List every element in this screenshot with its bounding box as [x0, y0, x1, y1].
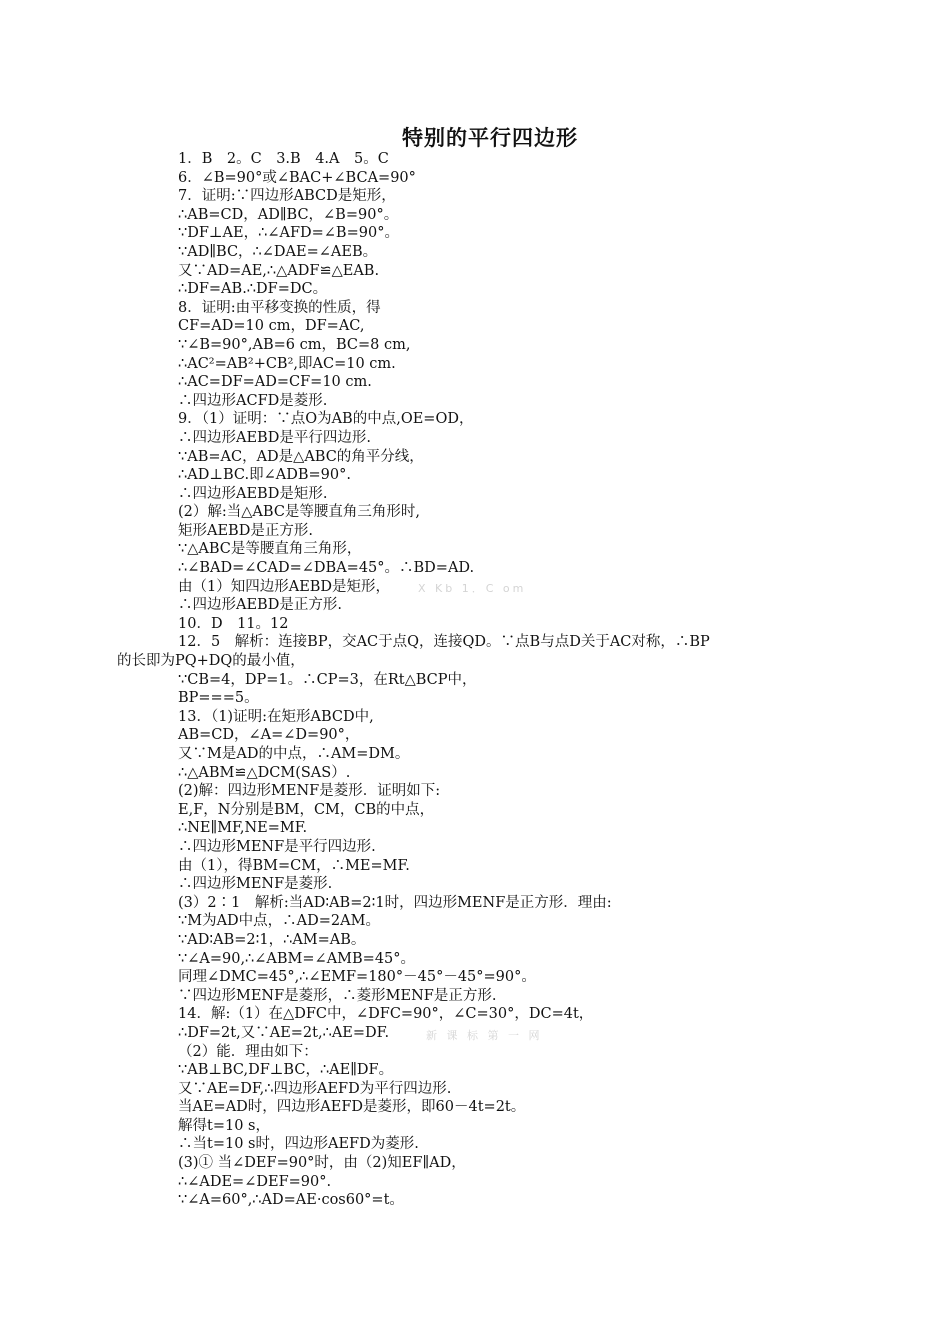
text-line: 6．∠B=90°或∠BAC+∠BCA=90° [178, 169, 416, 186]
text-line: 7．证明:∵四边形ABCD是矩形， [178, 188, 396, 205]
text-line: ∴DF=2t,又∵AE=2t,∴AE=DF. [178, 1024, 390, 1041]
text-line: ∵DF⊥AE，∴∠AFD=∠B=90°。 [178, 225, 399, 242]
text-line: BP===5。 [178, 690, 259, 707]
text-line: ∴△ABM≌△DCM(SAS）. [178, 764, 351, 781]
text-line: ∴四边形AEBD是平行四边形. [178, 429, 371, 446]
text-line: (3)① 当∠DEF=90°时，由（2)知EF∥AD， [178, 1155, 466, 1172]
text-line: ∴∠ADE=∠DEF=90°. [178, 1173, 332, 1190]
text-line: ∴四边形MENF是菱形. [178, 876, 333, 893]
text-line: ∴AC²=AB²+CB²,即AC=10 cm. [178, 355, 396, 372]
text-line: ∵M为AD中点，∴AD=2AM。 [178, 913, 380, 930]
text-line: 13．（1)证明:在矩形ABCD中, [178, 708, 374, 725]
page-title: 特别的平行四边形 [402, 126, 578, 150]
text-line: 12．5 解析：连接BP，交AC于点Q，连接QD。∵点B与点D关于AC对称，∴BP [178, 634, 710, 651]
text-line: （2）能．理由如下： [178, 1043, 318, 1060]
text-line: 10．D 11。12 [178, 615, 289, 632]
text-line: ∴AC=DF=AD=CF=10 cm. [178, 374, 372, 391]
text-line: ∴∠BAD=∠CAD=∠DBA=45°。∴BD=AD. [178, 560, 475, 577]
text-line: ∵CB=4，DP=1。∴CP=3，在Rt△BCP中， [178, 671, 477, 688]
text-line: ∴当t=10 s时，四边形AEFD为菱形. [178, 1136, 419, 1153]
text-line: ∵四边形MENF是菱形，∴菱形MENF是正方形. [178, 987, 497, 1004]
text-line: ∵△ABC是等腰直角三角形， [178, 541, 362, 558]
text-line: ∴四边形ACFD是菱形. [178, 392, 328, 409]
text-line: 14．解:（1）在△DFC中，∠DFC=90°，∠C=30°，DC=4t， [178, 1006, 594, 1023]
watermark: 新 课 标 第 一 网 [426, 1029, 543, 1042]
text-line: (2）解:当△ABC是等腰直角三角形时, [178, 504, 421, 521]
text-line: 又∵AD=AE,∴△ADF≌△EAB. [178, 262, 380, 279]
watermark: X Kb 1．C om [418, 582, 527, 595]
text-line: 解得t=10 s， [178, 1117, 270, 1134]
text-line: ∵AB=AC，AD是△ABC的角平分线， [178, 448, 424, 465]
text-line: ∵∠A=90,∴∠ABM=∠AMB=45°。 [178, 950, 416, 967]
text-line: 9．（1）证明：∵点O为AB的中点,OE=OD， [178, 411, 474, 428]
text-line: 矩形AEBD是正方形. [178, 522, 313, 539]
text-line: 由（1），得BM=CM，∴ME=MF. [178, 857, 410, 874]
text-line: 1．B 2。C 3.B 4.A 5。C [178, 151, 389, 167]
text-line: 同理∠DMC=45°,∴∠EMF=180°－45°－45°=90°。 [178, 969, 536, 986]
text-line: 又∵M是AD的中点，∴AM=DM。 [178, 746, 410, 762]
text-line: ∴DF=AB.∴DF=DC。 [178, 281, 328, 298]
text-line: ∵AD∥BC，∴∠DAE=∠AEB。 [178, 243, 378, 260]
text-line: (2)解：四边形MENF是菱形．证明如下: [178, 783, 441, 800]
text-line: 8．证明:由平移变换的性质，得 [178, 299, 381, 316]
text-line: ∴四边形MENF是平行四边形. [178, 838, 376, 855]
text-line: ∴NE∥MF,NE=MF. [178, 820, 308, 837]
text-line: AB=CD，∠A=∠D=90°， [178, 727, 360, 744]
text-line: ∵AB⊥BC,DF⊥BC，∴AE∥DF。 [178, 1062, 394, 1079]
text-line: ∵∠A=60°,∴AD=AE·cos60°=t。 [178, 1192, 404, 1209]
text-line: ∵AD∶AB=2∶1，∴AM=AB。 [178, 931, 366, 948]
document-body [117, 150, 818, 1210]
text-line: 的长即为PQ+DQ的最小值， [117, 653, 305, 670]
text-line: ∴四边形AEBD是正方形. [178, 597, 342, 614]
text-line: CF=AD=10 cm，DF=AC, [178, 318, 365, 335]
text-line: ∴AD⊥BC.即∠ADB=90°. [178, 467, 351, 484]
text-line: 又∵AE=DF,∴四边形AEFD为平行四边形. [178, 1080, 452, 1097]
text-line: ∴四边形AEBD是矩形. [178, 485, 328, 502]
text-line: ∴AB=CD，AD∥BC，∠B=90°。 [178, 206, 399, 223]
text-line: (3）2∶1 解析:当AD∶AB=2∶1时，四边形MENF是正方形．理由: [178, 894, 612, 911]
text-line: 当AE=AD时，四边形AEFD是菱形，即60－4t=2t。 [178, 1099, 526, 1116]
text-line: E,F，N分别是BM，CM，CB的中点， [178, 801, 435, 818]
text-line: 由（1）知四边形AEBD是矩形， [178, 578, 391, 595]
text-line: ∵∠B=90°,AB=6 cm，BC=8 cm, [178, 336, 411, 353]
